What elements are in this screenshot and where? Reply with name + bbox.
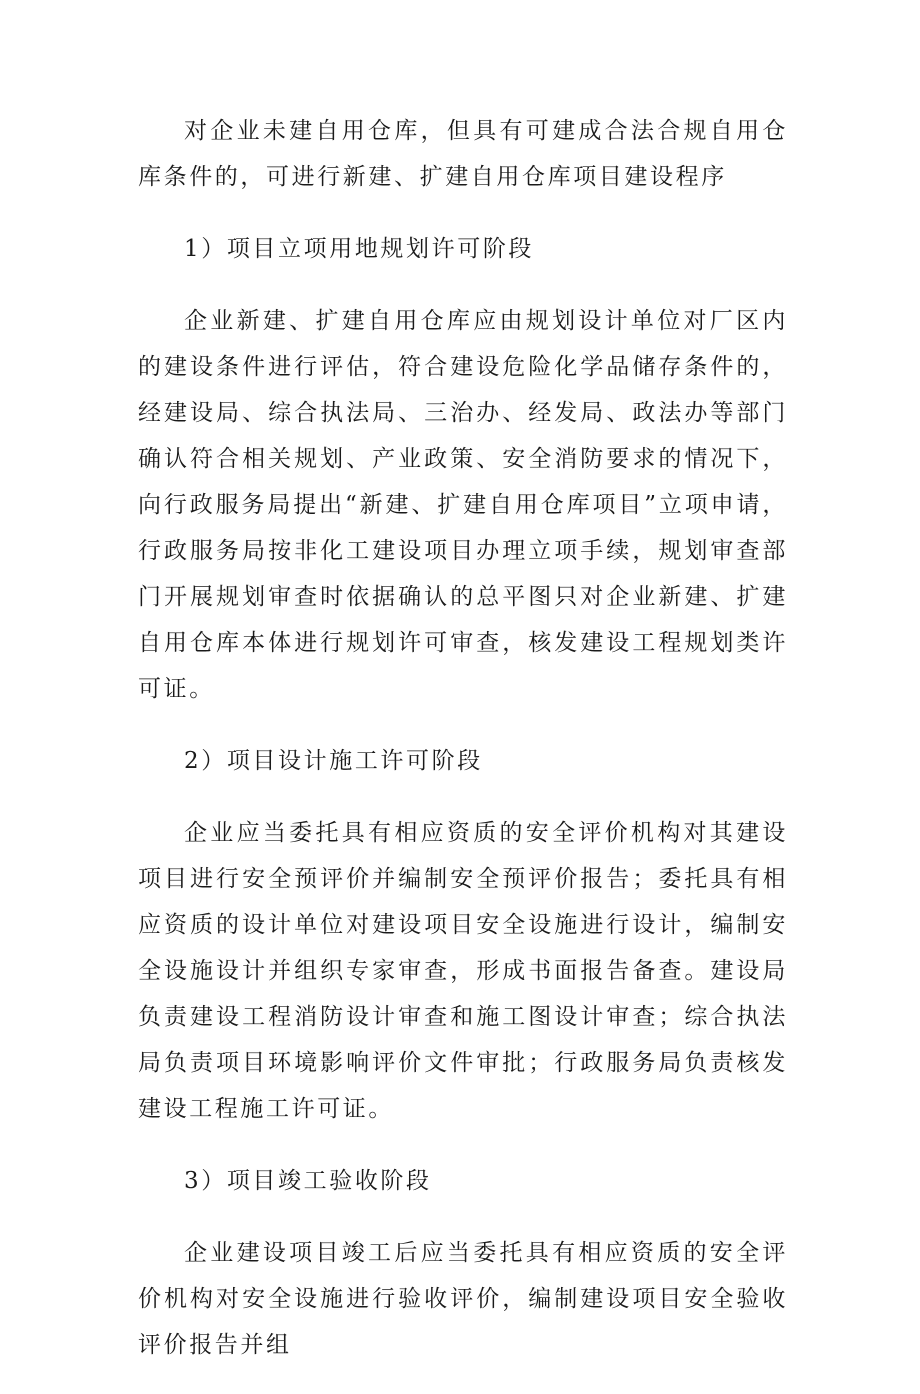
document-body	[138, 108, 788, 1394]
section-2-paragraph: 企业应当委托具有相应资质的安全评价机构对其建设项目进行安全预评价并编制安全预评价报告；委托具有相应资质的设计单位对建设项目安全设施进行设计，编制安全设施设计并组织专家审查，形成书面报告备查。建设局负责建设工程消防设计审查和施工图设计审查；综合执法局负责项目环境影响评价文件审批；行政服务局负责核发建设工程施工许可证。	[138, 820, 788, 1122]
intro-paragraph: 对企业未建自用仓库，但具有可建成合法合规自用仓库条件的，可进行新建、扩建自用仓库项目建设程序	[138, 118, 788, 190]
section-1-paragraph: 企业新建、扩建自用仓库应由规划设计单位对厂区内的建设条件进行评估，符合建设危险化学品储存条件的，经建设局、综合执法局、三治办、经发局、政法办等部门确认符合相关规划、产业政策、安全消防要求的情况下，向行政服务局提出“新建、扩建自用仓库项目”立项申请，行政服务局按非化工建设项目办理立项手续，规划审查部门开展规划审查时依据确认的总平图只对企业新建、扩建自用仓库本体进行规划许可审查，核发建设工程规划类许可证。	[138, 308, 788, 702]
section-3-paragraph: 企业建设项目竣工后应当委托具有相应资质的安全评价机构对安全设施进行验收评价，编制建设项目安全验收评价报告并组	[138, 1240, 788, 1358]
section-heading-3: 3）项目竣工验收阶段	[184, 1168, 432, 1194]
section-heading-2: 2）项目设计施工许可阶段	[184, 748, 483, 774]
section-heading-1: 1）项目立项用地规划许可阶段	[184, 236, 535, 262]
